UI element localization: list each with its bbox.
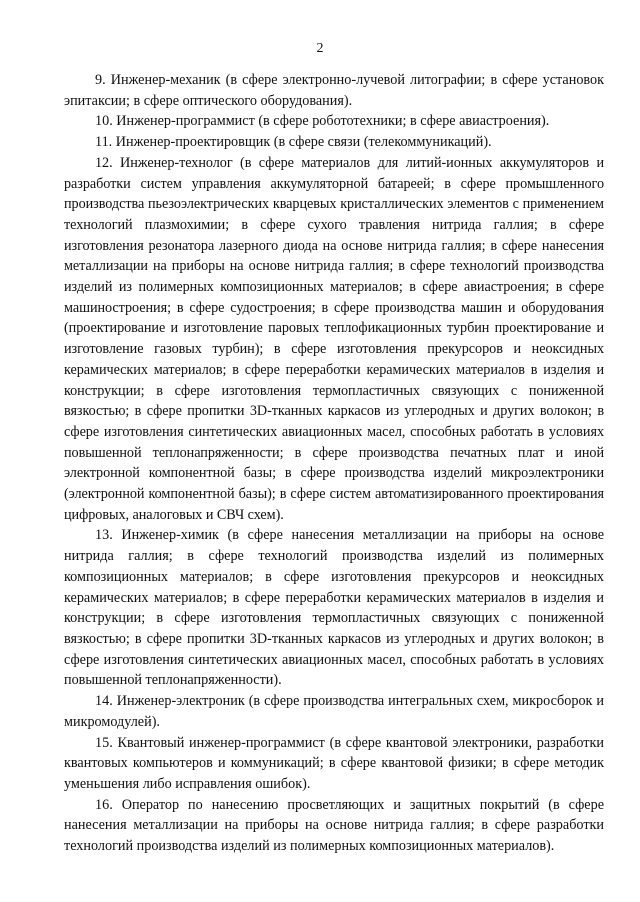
page-number: 2 [316,41,324,56]
list-item-16: 16. Оператор по нанесению просветляющих и защитных покрытий (в сфере нанесения металлизации на приборы на основе нитрида галлия; в сфере разработки технологий производства изделий из полимерных композиционных материалов). [64,796,604,855]
list-item-14: 14. Инженер-электроник (в сфере производства интегральных схем, микросборок и микромодулей). [64,693,604,730]
list-item-12: 12. Инженер-технолог (в сфере материалов для литий-ионных аккумуляторов и разработки систем управления аккумуляторной батареей; в сфере промышленного производства пьезоэлектрических кварцевых кристаллических элементов с применением технологий плазмохимии; в сфере сухого травления нитрида галлия; в сфере изготовления резонатора лазерного диода на основе нитрида галлия; в сфере нанесения металлизации на приборы на основе нитрида галлия; в сфере технологий производства изделий из полимерных композиционных материалов; в сфере авиастроения; в сфере машиностроения; в сфере судостроения; в сфере производства машин и оборудования (проектирование и изготовление паровых теплофикационных турбин проектирование и изготовление газовых турбин); в сфере изготовления прекурсоров и неоксидных керамических материалов; в сфере переработки керамических материалов в изделия и конструкции; в сфере изготовления термопластичных связующих с пониженной вязкостью; в сфере пропитки 3D-тканных каркасов из углеродных и других волокон; в сфере изготовления синтетических авиационных масел, способных работать в условиях повышенной теплонапряженности; в сфере производства печатных плат и иной электронной компонентной базы; в сфере производства изделий микроэлектроники (электронной компонентной базы); в сфере систем автоматизированного проектирования цифровых, аналоговых и СВЧ схем). [64,154,604,523]
list-item-9: 9. Инженер-механик (в сфере электронно-лучевой литографии; в сфере установок эпитаксии; в сфере оптического оборудования). [64,72,604,109]
list-item-10: 10. Инженер-программист (в сфере робототехники; в сфере авиастроения). [95,113,550,130]
document-body [64,70,604,857]
list-item-13: 13. Инженер-химик (в сфере нанесения металлизации на приборы на основе нитрида галлия; в сфере технологий производства изделий из полимерных композиционных материалов; в сфере изготовления прекурсоров и неоксидных керамических материалов; в сфере переработки керамических материалов в изделия и конструкции; в сфере изготовления термопластичных связующих с пониженной вязкостью; в сфере пропитки 3D-тканных каркасов из углеродных и других волокон; в сфере изготовления синтетических авиационных масел, способных работать в условиях повышенной теплонапряженности). [64,527,604,689]
list-item-15: 15. Квантовый инженер-программист (в сфере квантовой электроники, разработки квантовых компьютеров и коммуникаций; в сфере квантовой физики; в сфере методик уменьшения либо исправления ошибок). [64,734,604,792]
list-item-11: 11. Инженер-проектировщик (в сфере связи (телекоммуникаций). [95,134,492,151]
